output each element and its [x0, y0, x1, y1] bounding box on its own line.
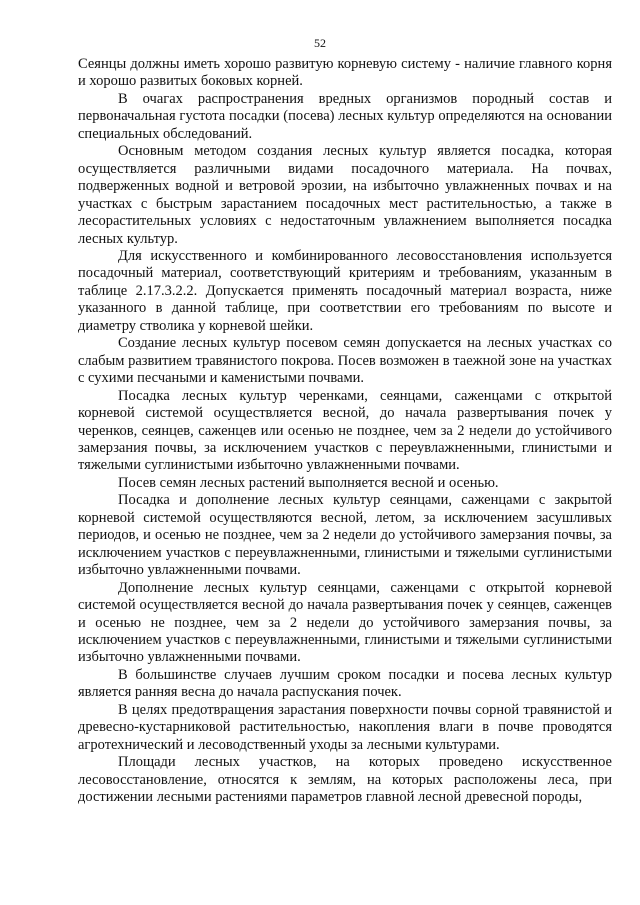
- paragraph-4: Для искусственного и комбинированного лесовосстановления используется посадочный материал, соответствующий критериям и требованиям, указанным в таблице 2.17.3.2.2. Допускается применять посадочный материал возраста, ниже указанного в данной таблице, при соответствии его требованиям по высоте и диаметру стволика у корневой шейки.: [78, 247, 612, 334]
- paragraph-7: Посев семян лесных растений выполняется весной и осенью.: [118, 474, 499, 491]
- paragraph-8: Посадка и дополнение лесных культур сеянцами, саженцами с закрытой корневой системой осуществляются весной, летом, за исключением засушливых периодов, и осенью не позднее, чем за 2 недели до устойчивого замерзания почвы, за исключением участков с переувлажненными, глинистыми и тяжелыми суглинистыми избыточно увлажненными почвами.: [78, 492, 612, 579]
- paragraph-2: В очагах распространения вредных организмов породный состав и первоначальная густота посадки (посева) лесных культур определяются на основании специальных обследований.: [78, 90, 612, 142]
- paragraph-10: В большинстве случаев лучшим сроком посадки и посева лесных культур является ранняя весна до начала распускания почек.: [78, 666, 612, 701]
- paragraph-5: Создание лесных культур посевом семян допускается на лесных участках со слабым развитием травянистого покрова. Посев возможен в таежной зоне на участках с сухими песчаными и каменистыми почвами.: [78, 335, 612, 387]
- body-text: [78, 56, 612, 806]
- paragraph-1: Сеянцы должны иметь хорошо развитую корневую систему - наличие главного корня и хорошо развитых боковых корней.: [78, 56, 612, 90]
- paragraph-9: Дополнение лесных культур сеянцами, саженцами с открытой корневой системой осуществляется весной до начала развертывания почек у сеянцев, саженцев и осенью не позднее, чем за 2 недели до устойчивого замерзания почвы, за исключением участков с переувлажненными, глинистыми и тяжелыми суглинистыми избыточно увлажненными почвами.: [78, 579, 612, 666]
- page-number: 52: [314, 36, 326, 50]
- paragraph-3: Основным методом создания лесных культур является посадка, которая осуществляется различными видами посадочного материала. На почвах, подверженных водной и ветровой эрозии, на избыточно увлажненных почвах и на участках с быстрым зарастанием посадочных мест растительностью, а также в лесорастительных условиях с недостаточным увлажнением выполняется посадка лесных культур.: [78, 143, 612, 247]
- paragraph-11: В целях предотвращения зарастания поверхности почвы сорной травянистой и древесно-кустарниковой растительностью, накопления влаги в почве проводятся агротехнический и лесоводственный уходы за лесными культурами.: [78, 701, 612, 753]
- paragraph-6: Посадка лесных культур черенками, сеянцами, саженцами с открытой корневой системой осуществляется весной, до начала развертывания почек у черенков, сеянцев, саженцев или осенью не позднее, чем за 2 недели до устойчивого замерзания почвы, за исключением участков с переувлажненными, глинистыми и тяжелыми суглинистыми избыточно увлажненными почвами.: [78, 387, 612, 474]
- paragraph-12: Площади лесных участков, на которых проведено искусственное лесовосстановление, относятся к землям, на которых расположены леса, при достижении лесными растениями параметров главной лесной древесной породы,: [78, 754, 612, 806]
